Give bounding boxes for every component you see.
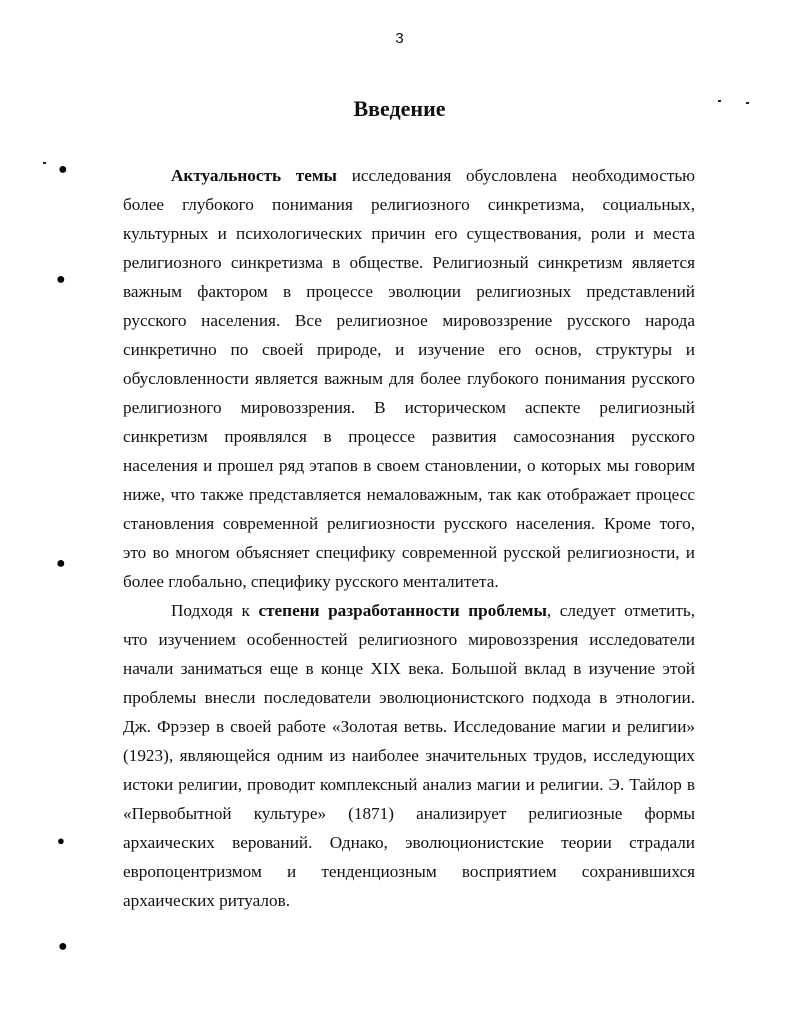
paragraph-relevance	[123, 161, 695, 596]
paragraph-research-degree	[123, 596, 695, 915]
paragraph-research-degree-lead: Подходя к	[171, 601, 259, 620]
bold-term-research-degree: степени разработанности проблемы	[258, 601, 547, 620]
scan-smudge: ●	[56, 271, 66, 288]
scan-smudge: ●	[56, 555, 66, 572]
scan-smudge: ●	[57, 833, 65, 848]
document-body	[123, 161, 695, 915]
bold-term-relevance: Актуальность темы	[171, 166, 337, 185]
scan-speck	[746, 102, 749, 104]
page-title: Введение	[353, 96, 446, 121]
scan-speck	[43, 162, 46, 164]
paragraph-research-degree-text: , следует отметить, что изучением особенностей религиозного мировоззрения исследователи начали заниматься еще в конце XIX века. Большой вклад в изучение этой проблемы внесли последователи эволюционистского подхода в этнологии. Дж. Фрэзер в своей работе «Золотая ветвь. Исследование магии и религии» (1923), являющейся одним из наиболее значительных трудов, исследующих истоки религии, проводит комплексный анализ магии и религии. Э. Тайлор в «Первобытной культуре» (1871) анализирует религиозные формы архаических верований. Однако, эволюционистские теории страдали европоцентризмом и тенденциозным восприятием сохранившихся архаических ритуалов.	[123, 601, 695, 910]
scan-speck	[718, 100, 721, 102]
paragraph-relevance-text: исследования обусловлена необходимостью более глубокого понимания религиозного синкретизма, социальных, культурных и психологических причин его существования, роли и места религиозного синкретизма в обществе. Религиозный синкретизм является важным фактором в процессе эволюции религиозных представлений русского населения. Все религиозное мировоззрение русского народа синкретично по своей природе, и изучение его основ, структуры и обусловленности является важным для более глубокого понимания русского религиозного мировоззрения. В историческом аспекте религиозный синкретизм проявлялся в процессе развития самосознания русского населения и прошел ряд этапов в своем становлении, о которых мы говорим ниже, что также представляется немаловажным, так как отображает процесс становления современной религиозности русского населения. Кроме того, это во многом объясняет специфику современной русской религиозности, и более глобально, специфику русского менталитета.	[123, 166, 696, 591]
scan-smudge: ●	[58, 938, 68, 955]
page-number: 3	[395, 30, 404, 47]
scan-smudge: ●	[58, 161, 68, 178]
